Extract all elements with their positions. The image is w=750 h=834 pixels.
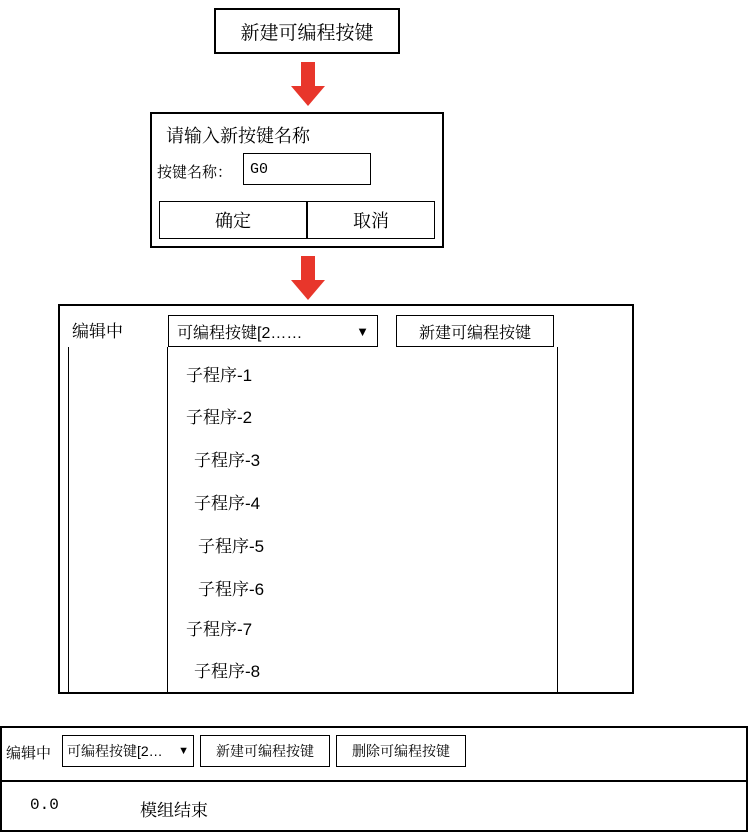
bottom-new-programmable-key-button[interactable] xyxy=(200,735,330,767)
key-name-input[interactable]: G0 xyxy=(243,153,371,185)
confirm-button[interactable] xyxy=(159,201,307,239)
new-programmable-key-title-box xyxy=(214,8,400,54)
bottom-editing-status-label: 编辑中 xyxy=(6,745,52,762)
list-item[interactable]: 子程序-7 xyxy=(186,620,253,639)
down-arrow-icon-1 xyxy=(291,62,325,106)
dialog-title: 请输入新按键名称 xyxy=(166,126,310,146)
arrow-shaft xyxy=(301,256,315,282)
confirm-button-label: 确定 xyxy=(215,211,251,231)
new-programmable-key-title-text: 新建可编程按键 xyxy=(240,22,374,44)
program-row-text: 模组结束 xyxy=(140,801,208,820)
bottom-delete-programmable-key-button[interactable] xyxy=(336,735,466,767)
bottom-divider xyxy=(0,780,748,782)
chevron-down-icon: ▼ xyxy=(356,323,369,339)
arrow-shaft xyxy=(301,62,315,88)
list-item[interactable]: 子程序-6 xyxy=(198,580,265,599)
list-item[interactable]: 子程序-1 xyxy=(186,366,253,385)
list-item[interactable]: 子程序-8 xyxy=(194,662,261,681)
editing-status-label: 编辑中 xyxy=(72,322,123,341)
chevron-down-icon: ▼ xyxy=(178,745,189,757)
bottom-programmable-key-select[interactable] xyxy=(62,735,194,767)
bottom-new-programmable-key-button-label: 新建可编程按键 xyxy=(216,743,314,759)
list-item[interactable]: 子程序-5 xyxy=(198,537,265,556)
editor-left-column xyxy=(68,347,168,692)
list-item[interactable]: 子程序-2 xyxy=(186,408,253,427)
key-name-label: 按键名称： xyxy=(157,164,233,181)
arrow-head xyxy=(291,86,325,106)
bottom-delete-programmable-key-button-label: 删除可编程按键 xyxy=(352,743,450,759)
programmable-key-select[interactable] xyxy=(168,315,378,347)
list-item[interactable]: 子程序-4 xyxy=(194,494,261,513)
program-row-number: 0.0 xyxy=(30,796,59,814)
new-programmable-key-button-label: 新建可编程按键 xyxy=(418,324,531,342)
cancel-button[interactable] xyxy=(307,201,435,239)
down-arrow-icon-2 xyxy=(291,256,325,300)
list-item[interactable]: 子程序-3 xyxy=(194,451,261,470)
programmable-key-select-value: 可编程按键[2…… xyxy=(177,324,303,342)
cancel-button-label: 取消 xyxy=(353,211,389,231)
new-programmable-key-button[interactable] xyxy=(396,315,554,347)
bottom-programmable-key-select-value: 可编程按键[2… xyxy=(67,743,163,759)
arrow-head xyxy=(291,280,325,300)
subprogram-list xyxy=(168,347,558,692)
